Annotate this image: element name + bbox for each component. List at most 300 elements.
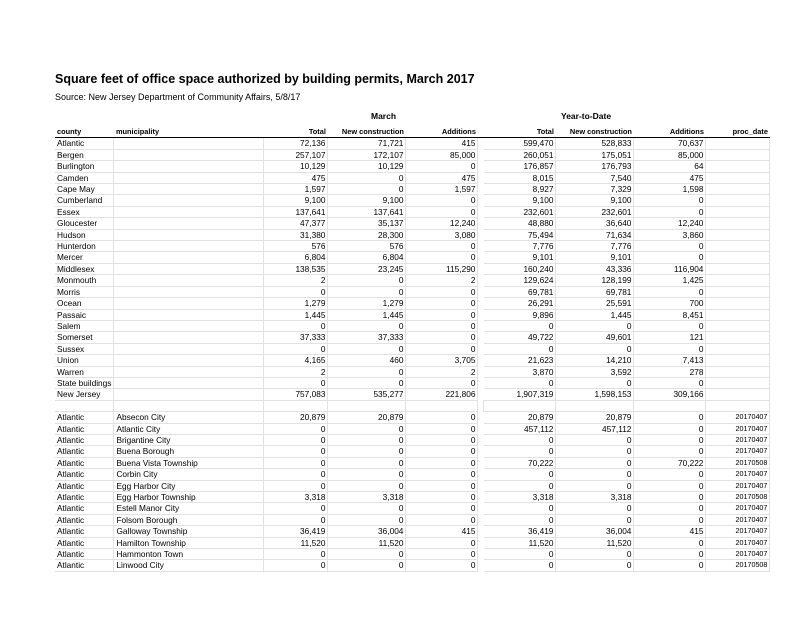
cell-municipality: Galloway Township	[114, 526, 264, 537]
cell-march-total: 0	[264, 514, 328, 525]
county-row	[55, 172, 770, 183]
cell-municipality	[114, 320, 264, 331]
empty-cell	[328, 400, 406, 411]
cell-march-total: 1,445	[264, 309, 328, 320]
cell-proc-date	[706, 377, 770, 388]
cell-ytd-additions: 0	[634, 446, 706, 457]
cell-ytd-additions: 0	[634, 206, 706, 217]
municipal-row	[55, 457, 770, 468]
cell-march-new-construction: 460	[328, 355, 406, 366]
county-row	[55, 229, 770, 240]
empty-cell	[55, 400, 114, 411]
cell-municipality: Estell Manor City	[114, 503, 264, 514]
cell-march-new-construction: 71,721	[328, 138, 406, 149]
cell-ytd-new-construction: 0	[556, 469, 634, 480]
cell-march-total: 37,333	[264, 332, 328, 343]
cell-march-total: 3,318	[264, 491, 328, 502]
cell-county: Atlantic	[55, 537, 114, 548]
cell-ytd-additions: 475	[634, 172, 706, 183]
cell-ytd-new-construction: 0	[556, 480, 634, 491]
cell-march-new-construction: 0	[328, 275, 406, 286]
cell-ytd-new-construction: 175,051	[556, 149, 634, 160]
cell-ytd-total: 36,419	[484, 526, 556, 537]
cell-ytd-additions: 64	[634, 161, 706, 172]
cell-ytd-new-construction: 0	[556, 434, 634, 445]
source-note: Source: New Jersey Department of Community Affairs, 5/8/17	[55, 92, 301, 102]
cell-ytd-total: 260,051	[484, 149, 556, 160]
cell-march-additions: 0	[406, 457, 478, 468]
cell-march-additions: 0	[406, 377, 478, 388]
cell-proc-date: 20170407	[706, 446, 770, 457]
municipal-row	[55, 446, 770, 457]
cell-county: Atlantic	[55, 138, 114, 149]
col-march-total: Total	[264, 127, 328, 138]
county-row	[55, 286, 770, 297]
cell-march-additions: 3,080	[406, 229, 478, 240]
cell-ytd-additions: 278	[634, 366, 706, 377]
cell-municipality	[114, 355, 264, 366]
cell-ytd-new-construction: 9,101	[556, 252, 634, 263]
table-body	[55, 138, 770, 571]
permits-table	[55, 127, 770, 572]
cell-march-new-construction: 9,100	[328, 195, 406, 206]
empty-cell	[634, 400, 706, 411]
cell-march-additions: 0	[406, 549, 478, 560]
cell-municipality	[114, 366, 264, 377]
cell-county: New Jersey	[55, 389, 114, 400]
cell-county: Morris	[55, 286, 114, 297]
municipal-row	[55, 549, 770, 560]
cell-march-additions: 0	[406, 298, 478, 309]
col-proc-date: proc_date	[706, 127, 770, 138]
cell-county: Atlantic	[55, 491, 114, 502]
cell-county: Salem	[55, 320, 114, 331]
cell-municipality	[114, 184, 264, 195]
cell-march-additions: 0	[406, 480, 478, 491]
cell-march-new-construction: 1,445	[328, 309, 406, 320]
county-row	[55, 275, 770, 286]
cell-march-new-construction: 576	[328, 241, 406, 252]
county-row	[55, 343, 770, 354]
cell-county: Atlantic	[55, 514, 114, 525]
cell-ytd-additions: 0	[634, 434, 706, 445]
cell-ytd-new-construction: 1,445	[556, 309, 634, 320]
cell-ytd-total: 8,015	[484, 172, 556, 183]
col-ytd-total: Total	[484, 127, 556, 138]
cell-march-total: 0	[264, 377, 328, 388]
county-row	[55, 218, 770, 229]
county-row	[55, 320, 770, 331]
cell-ytd-total: 49,722	[484, 332, 556, 343]
empty-cell	[406, 400, 478, 411]
cell-proc-date	[706, 309, 770, 320]
cell-ytd-total: 21,623	[484, 355, 556, 366]
cell-march-additions: 0	[406, 332, 478, 343]
cell-march-new-construction: 0	[328, 446, 406, 457]
cell-march-new-construction: 1,279	[328, 298, 406, 309]
cell-ytd-total: 69,781	[484, 286, 556, 297]
cell-ytd-additions: 0	[634, 514, 706, 525]
cell-march-additions: 0	[406, 343, 478, 354]
cell-municipality: Folsom Borough	[114, 514, 264, 525]
cell-county: Atlantic	[55, 457, 114, 468]
municipal-row	[55, 526, 770, 537]
county-row	[55, 309, 770, 320]
cell-ytd-total: 11,520	[484, 537, 556, 548]
cell-municipality	[114, 241, 264, 252]
cell-ytd-total: 0	[484, 514, 556, 525]
cell-proc-date	[706, 320, 770, 331]
county-row	[55, 252, 770, 263]
cell-ytd-additions: 3,860	[634, 229, 706, 240]
cell-march-total: 757,083	[264, 389, 328, 400]
cell-ytd-additions: 0	[634, 503, 706, 514]
cell-march-additions: 0	[406, 423, 478, 434]
cell-county: Atlantic	[55, 446, 114, 457]
cell-municipality: Absecon City	[114, 412, 264, 423]
cell-ytd-total: 7,776	[484, 241, 556, 252]
cell-municipality	[114, 229, 264, 240]
cell-proc-date: 20170407	[706, 480, 770, 491]
cell-march-new-construction: 0	[328, 343, 406, 354]
cell-ytd-new-construction: 7,329	[556, 184, 634, 195]
cell-march-total: 4,165	[264, 355, 328, 366]
cell-ytd-total: 26,291	[484, 298, 556, 309]
cell-march-additions: 0	[406, 514, 478, 525]
cell-ytd-new-construction: 36,640	[556, 218, 634, 229]
cell-municipality: Corbin City	[114, 469, 264, 480]
cell-march-total: 10,129	[264, 161, 328, 172]
cell-march-additions: 12,240	[406, 218, 478, 229]
cell-march-total: 0	[264, 480, 328, 491]
cell-county: Bergen	[55, 149, 114, 160]
cell-ytd-new-construction: 25,591	[556, 298, 634, 309]
cell-proc-date: 20170407	[706, 434, 770, 445]
cell-ytd-additions: 0	[634, 195, 706, 206]
cell-municipality: Hammonton Town	[114, 549, 264, 560]
cell-ytd-total: 599,470	[484, 138, 556, 149]
cell-municipality: Buena Vista Township	[114, 457, 264, 468]
cell-ytd-new-construction: 0	[556, 377, 634, 388]
county-row	[55, 195, 770, 206]
cell-march-additions: 0	[406, 320, 478, 331]
cell-proc-date	[706, 241, 770, 252]
cell-proc-date: 20170407	[706, 549, 770, 560]
cell-march-additions: 0	[406, 434, 478, 445]
cell-ytd-new-construction: 0	[556, 514, 634, 525]
cell-ytd-additions: 70,222	[634, 457, 706, 468]
county-row	[55, 263, 770, 274]
cell-proc-date	[706, 263, 770, 274]
cell-county: Essex	[55, 206, 114, 217]
cell-proc-date	[706, 149, 770, 160]
cell-march-additions: 0	[406, 206, 478, 217]
cell-proc-date	[706, 366, 770, 377]
cell-ytd-additions: 0	[634, 491, 706, 502]
cell-municipality	[114, 206, 264, 217]
cell-ytd-new-construction: 0	[556, 343, 634, 354]
cell-ytd-additions: 309,166	[634, 389, 706, 400]
cell-march-additions: 0	[406, 503, 478, 514]
cell-ytd-total: 0	[484, 503, 556, 514]
cell-ytd-total: 0	[484, 549, 556, 560]
cell-march-additions: 1,597	[406, 184, 478, 195]
cell-ytd-additions: 0	[634, 412, 706, 423]
cell-proc-date	[706, 195, 770, 206]
cell-ytd-additions: 116,904	[634, 263, 706, 274]
cell-ytd-additions: 0	[634, 480, 706, 491]
cell-march-new-construction: 0	[328, 286, 406, 297]
cell-ytd-additions: 0	[634, 549, 706, 560]
cell-ytd-new-construction: 71,634	[556, 229, 634, 240]
cell-proc-date	[706, 218, 770, 229]
cell-municipality	[114, 275, 264, 286]
cell-march-total: 0	[264, 503, 328, 514]
cell-ytd-additions: 0	[634, 537, 706, 548]
cell-municipality	[114, 172, 264, 183]
header-row	[55, 127, 770, 138]
cell-county: Middlesex	[55, 263, 114, 274]
cell-ytd-additions: 70,637	[634, 138, 706, 149]
cell-ytd-additions: 0	[634, 423, 706, 434]
cell-march-new-construction: 0	[328, 320, 406, 331]
cell-march-additions: 415	[406, 526, 478, 537]
cell-county: Atlantic	[55, 412, 114, 423]
cell-ytd-additions: 700	[634, 298, 706, 309]
cell-march-total: 0	[264, 320, 328, 331]
cell-ytd-new-construction: 36,004	[556, 526, 634, 537]
cell-ytd-new-construction: 528,833	[556, 138, 634, 149]
cell-march-additions: 0	[406, 241, 478, 252]
cell-march-additions: 0	[406, 560, 478, 571]
cell-ytd-new-construction: 3,592	[556, 366, 634, 377]
cell-ytd-additions: 0	[634, 320, 706, 331]
cell-proc-date	[706, 389, 770, 400]
cell-municipality	[114, 298, 264, 309]
cell-proc-date	[706, 138, 770, 149]
cell-ytd-new-construction: 0	[556, 320, 634, 331]
cell-proc-date	[706, 275, 770, 286]
empty-cell	[264, 400, 328, 411]
cell-proc-date	[706, 184, 770, 195]
cell-march-total: 9,100	[264, 195, 328, 206]
cell-march-additions: 3,705	[406, 355, 478, 366]
cell-municipality	[114, 252, 264, 263]
cell-ytd-total: 0	[484, 480, 556, 491]
cell-march-additions: 85,000	[406, 149, 478, 160]
cell-march-additions: 0	[406, 412, 478, 423]
cell-municipality: Egg Harbor City	[114, 480, 264, 491]
cell-ytd-new-construction: 49,601	[556, 332, 634, 343]
cell-march-new-construction: 36,004	[328, 526, 406, 537]
cell-ytd-additions: 7,413	[634, 355, 706, 366]
cell-municipality: Egg Harbor Township	[114, 491, 264, 502]
cell-ytd-new-construction: 20,879	[556, 412, 634, 423]
cell-county: Hudson	[55, 229, 114, 240]
empty-cell	[706, 400, 770, 411]
cell-municipality	[114, 332, 264, 343]
cell-proc-date: 20170407	[706, 412, 770, 423]
cell-municipality	[114, 286, 264, 297]
cell-municipality: Buena Borough	[114, 446, 264, 457]
cell-march-additions: 0	[406, 309, 478, 320]
cell-march-total: 576	[264, 241, 328, 252]
march-group-header: March	[371, 111, 397, 121]
cell-proc-date: 20170407	[706, 514, 770, 525]
cell-ytd-total: 0	[484, 434, 556, 445]
cell-county: Somerset	[55, 332, 114, 343]
cell-march-total: 0	[264, 549, 328, 560]
cell-march-additions: 0	[406, 537, 478, 548]
cell-municipality	[114, 343, 264, 354]
cell-proc-date: 20170407	[706, 503, 770, 514]
municipal-row	[55, 412, 770, 423]
cell-ytd-total: 457,112	[484, 423, 556, 434]
cell-county: Passaic	[55, 309, 114, 320]
cell-ytd-total: 8,927	[484, 184, 556, 195]
cell-municipality: Hamilton Township	[114, 537, 264, 548]
county-row	[55, 366, 770, 377]
cell-march-new-construction: 0	[328, 377, 406, 388]
cell-ytd-new-construction: 1,598,153	[556, 389, 634, 400]
cell-county: Mercer	[55, 252, 114, 263]
cell-proc-date	[706, 343, 770, 354]
cell-march-new-construction: 0	[328, 503, 406, 514]
col-march-new-construction: New construction	[328, 127, 406, 138]
cell-ytd-additions: 8,451	[634, 309, 706, 320]
cell-ytd-additions: 0	[634, 286, 706, 297]
cell-march-total: 47,377	[264, 218, 328, 229]
cell-ytd-total: 0	[484, 446, 556, 457]
cell-proc-date: 20170508	[706, 491, 770, 502]
cell-march-new-construction: 0	[328, 549, 406, 560]
cell-ytd-new-construction: 3,318	[556, 491, 634, 502]
county-row	[55, 241, 770, 252]
cell-ytd-additions: 12,240	[634, 218, 706, 229]
cell-march-new-construction: 10,129	[328, 161, 406, 172]
cell-county: Atlantic	[55, 480, 114, 491]
cell-march-total: 72,136	[264, 138, 328, 149]
cell-march-new-construction: 137,641	[328, 206, 406, 217]
cell-march-total: 0	[264, 446, 328, 457]
cell-county: Cumberland	[55, 195, 114, 206]
cell-ytd-new-construction: 0	[556, 560, 634, 571]
cell-ytd-additions: 0	[634, 252, 706, 263]
cell-march-total: 475	[264, 172, 328, 183]
municipal-row	[55, 480, 770, 491]
cell-march-total: 137,641	[264, 206, 328, 217]
cell-ytd-total: 0	[484, 560, 556, 571]
empty-cell	[114, 400, 264, 411]
cell-march-new-construction: 535,277	[328, 389, 406, 400]
cell-march-additions: 2	[406, 275, 478, 286]
cell-proc-date	[706, 286, 770, 297]
cell-march-new-construction: 0	[328, 560, 406, 571]
cell-march-additions: 0	[406, 195, 478, 206]
cell-march-total: 0	[264, 423, 328, 434]
cell-ytd-new-construction: 14,210	[556, 355, 634, 366]
cell-march-additions: 0	[406, 469, 478, 480]
county-row	[55, 161, 770, 172]
cell-county: Warren	[55, 366, 114, 377]
municipal-row	[55, 469, 770, 480]
cell-county: Burlington	[55, 161, 114, 172]
cell-proc-date: 20170508	[706, 560, 770, 571]
cell-ytd-additions: 1,598	[634, 184, 706, 195]
col-county: county	[55, 127, 114, 138]
cell-municipality	[114, 389, 264, 400]
cell-march-new-construction: 0	[328, 480, 406, 491]
cell-proc-date	[706, 229, 770, 240]
municipal-row	[55, 434, 770, 445]
cell-ytd-new-construction: 0	[556, 549, 634, 560]
cell-municipality: Brigantine City	[114, 434, 264, 445]
cell-ytd-total: 75,494	[484, 229, 556, 240]
cell-march-total: 2	[264, 275, 328, 286]
cell-march-total: 1,279	[264, 298, 328, 309]
cell-march-additions: 221,806	[406, 389, 478, 400]
county-row	[55, 298, 770, 309]
municipal-row	[55, 537, 770, 548]
cell-march-new-construction: 28,300	[328, 229, 406, 240]
cell-march-total: 6,804	[264, 252, 328, 263]
cell-march-new-construction: 0	[328, 184, 406, 195]
col-municipality: municipality	[114, 127, 264, 138]
cell-march-new-construction: 0	[328, 366, 406, 377]
cell-proc-date: 20170407	[706, 423, 770, 434]
cell-county: State buildings	[55, 377, 114, 388]
col-ytd-new-construction: New construction	[556, 127, 634, 138]
cell-march-new-construction: 23,245	[328, 263, 406, 274]
cell-proc-date	[706, 298, 770, 309]
cell-ytd-new-construction: 128,199	[556, 275, 634, 286]
cell-march-new-construction: 0	[328, 172, 406, 183]
cell-march-new-construction: 0	[328, 457, 406, 468]
cell-ytd-additions: 85,000	[634, 149, 706, 160]
cell-ytd-additions: 121	[634, 332, 706, 343]
cell-march-additions: 2	[406, 366, 478, 377]
cell-municipality	[114, 218, 264, 229]
cell-march-new-construction: 0	[328, 514, 406, 525]
cell-ytd-total: 9,896	[484, 309, 556, 320]
county-row	[55, 138, 770, 149]
cell-ytd-new-construction: 0	[556, 457, 634, 468]
empty-cell	[484, 400, 556, 411]
cell-march-total: 1,597	[264, 184, 328, 195]
cell-county: Gloucester	[55, 218, 114, 229]
cell-ytd-total: 70,222	[484, 457, 556, 468]
cell-ytd-total: 3,870	[484, 366, 556, 377]
cell-ytd-total: 1,907,319	[484, 389, 556, 400]
cell-proc-date	[706, 172, 770, 183]
cell-march-total: 0	[264, 434, 328, 445]
cell-municipality	[114, 377, 264, 388]
cell-march-new-construction: 3,318	[328, 491, 406, 502]
cell-ytd-total: 0	[484, 343, 556, 354]
cell-county: Camden	[55, 172, 114, 183]
cell-march-new-construction: 6,804	[328, 252, 406, 263]
cell-march-new-construction: 11,520	[328, 537, 406, 548]
cell-march-total: 31,380	[264, 229, 328, 240]
cell-county: Atlantic	[55, 503, 114, 514]
cell-march-total: 0	[264, 469, 328, 480]
cell-county: Cape May	[55, 184, 114, 195]
cell-municipality	[114, 309, 264, 320]
cell-ytd-additions: 415	[634, 526, 706, 537]
cell-march-total: 0	[264, 343, 328, 354]
cell-county: Atlantic	[55, 526, 114, 537]
cell-county: Atlantic	[55, 434, 114, 445]
